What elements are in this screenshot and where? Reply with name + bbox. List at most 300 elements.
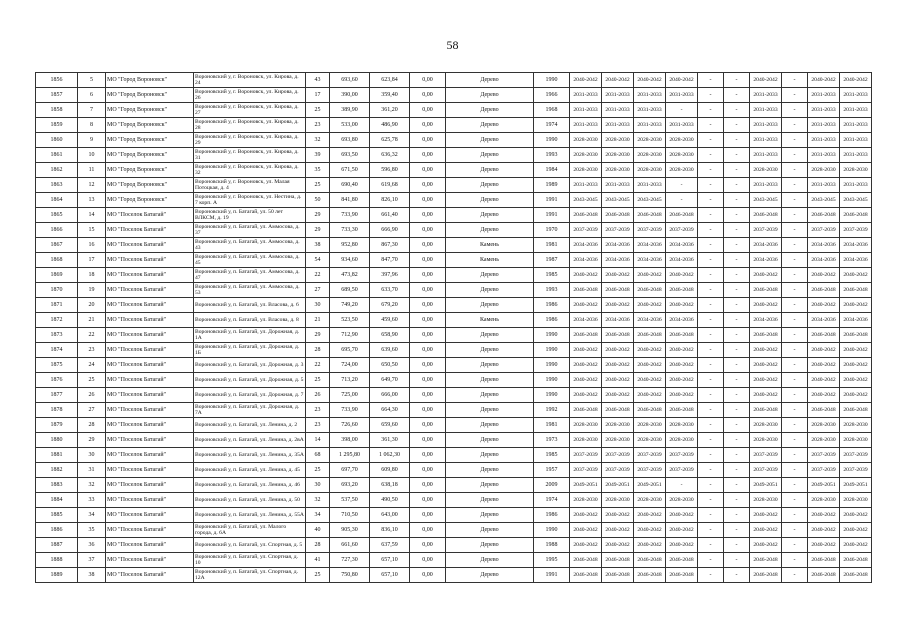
- cell-material: Дерево: [446, 538, 534, 553]
- cell-dash-2: -: [724, 463, 750, 478]
- cell-material: Дерево: [446, 463, 534, 478]
- cell-municipality: МО "Город Вороновск": [106, 133, 194, 148]
- cell-period-4: 2040-2042: [666, 268, 698, 283]
- cell-address: Вороновский у, п. Батагай, ул. Ленина, д. 2: [194, 418, 306, 433]
- cell-address: Вороновский у, п. Батагай, ул. Малого города, д. 6А: [194, 523, 306, 538]
- cell-period-1: 2040-2042: [570, 373, 602, 388]
- cell-dash-2: -: [724, 493, 750, 508]
- cell-dash-2: -: [724, 133, 750, 148]
- cell-dash-2: -: [724, 223, 750, 238]
- cell-period-6: 2040-2042: [808, 358, 840, 373]
- cell-period-2: 2040-2042: [602, 538, 634, 553]
- cell-row-number: 23: [78, 343, 106, 358]
- cell-municipality: МО "Поселок Батагай": [106, 313, 194, 328]
- cell-dash-1: -: [698, 523, 724, 538]
- table-row: [36, 403, 872, 418]
- cell-period-5: 2043-2045: [750, 193, 782, 208]
- cell-row-number: 11: [78, 163, 106, 178]
- cell-row-number: 36: [78, 538, 106, 553]
- cell-material: Дерево: [446, 523, 534, 538]
- cell-row-number: 10: [78, 148, 106, 163]
- cell-row-number: 17: [78, 253, 106, 268]
- cell-municipality: МО "Поселок Батагай": [106, 223, 194, 238]
- cell-period-5: 2046-2048: [750, 403, 782, 418]
- cell-period-1: 2040-2042: [570, 73, 602, 88]
- cell-period-7: 2031-2033: [840, 88, 872, 103]
- cell-period-4: 2046-2048: [666, 283, 698, 298]
- cell-municipality: МО "Поселок Батагай": [106, 298, 194, 313]
- cell-value: 0,00: [410, 433, 446, 448]
- cell-value: 0,00: [410, 373, 446, 388]
- housing-table: [35, 72, 872, 583]
- cell-period-5: 2040-2042: [750, 358, 782, 373]
- cell-area-living: 679,20: [370, 298, 410, 313]
- cell-period-4: -: [666, 478, 698, 493]
- cell-period-4: -: [666, 178, 698, 193]
- cell-row-id: 1886: [36, 523, 78, 538]
- cell-value: 0,00: [410, 463, 446, 478]
- cell-period-2: 2040-2042: [602, 373, 634, 388]
- cell-value: 0,00: [410, 73, 446, 88]
- cell-flats: 25: [306, 463, 330, 478]
- cell-municipality: МО "Город Вороновск": [106, 88, 194, 103]
- cell-row-id: 1861: [36, 148, 78, 163]
- cell-period-4: 2040-2042: [666, 508, 698, 523]
- cell-period-4: 2031-2033: [666, 118, 698, 133]
- cell-municipality: МО "Поселок Батагай": [106, 238, 194, 253]
- cell-row-id: 1880: [36, 433, 78, 448]
- table-row: [36, 103, 872, 118]
- cell-period-3: 2028-2030: [634, 418, 666, 433]
- cell-row-id: 1877: [36, 388, 78, 403]
- cell-period-1: 2037-2039: [570, 448, 602, 463]
- cell-period-2: 2046-2048: [602, 208, 634, 223]
- cell-period-7: 2031-2033: [840, 103, 872, 118]
- cell-dash-3: -: [782, 208, 808, 223]
- cell-municipality: МО "Поселок Батагай": [106, 478, 194, 493]
- cell-dash-3: -: [782, 118, 808, 133]
- cell-period-3: 2034-2036: [634, 238, 666, 253]
- cell-material: Дерево: [446, 223, 534, 238]
- cell-dash-2: -: [724, 448, 750, 463]
- cell-year: 1968: [534, 103, 570, 118]
- table-row: [36, 358, 872, 373]
- cell-area-living: 836,10: [370, 523, 410, 538]
- cell-material: Дерево: [446, 403, 534, 418]
- cell-dash-2: -: [724, 538, 750, 553]
- cell-period-5: 2031-2033: [750, 133, 782, 148]
- cell-period-2: 2046-2048: [602, 403, 634, 418]
- cell-period-4: 2034-2036: [666, 313, 698, 328]
- cell-period-7: 2034-2036: [840, 238, 872, 253]
- cell-period-5: 2028-2030: [750, 493, 782, 508]
- cell-period-6: 2043-2045: [808, 193, 840, 208]
- cell-dash-1: -: [698, 373, 724, 388]
- cell-value: 0,00: [410, 343, 446, 358]
- table-row: [36, 223, 872, 238]
- cell-address: Вороновский у, п. Батагай, ул. Дорожная, д. 7А: [194, 403, 306, 418]
- cell-material: Дерево: [446, 178, 534, 193]
- cell-period-3: 2040-2042: [634, 358, 666, 373]
- cell-period-3: 2040-2042: [634, 508, 666, 523]
- cell-period-4: 2046-2048: [666, 568, 698, 583]
- cell-address: Вороновский у, п. Батагай, ул. Дорожная, д. 1А: [194, 328, 306, 343]
- cell-dash-2: -: [724, 283, 750, 298]
- cell-row-id: 1865: [36, 208, 78, 223]
- cell-row-id: 1885: [36, 508, 78, 523]
- cell-dash-3: -: [782, 553, 808, 568]
- cell-material: Камень: [446, 238, 534, 253]
- cell-period-5: 2040-2042: [750, 298, 782, 313]
- cell-value: 0,00: [410, 223, 446, 238]
- cell-dash-3: -: [782, 448, 808, 463]
- cell-material: Дерево: [446, 568, 534, 583]
- cell-flats: 14: [306, 433, 330, 448]
- cell-area-total: 537,50: [330, 493, 370, 508]
- cell-flats: 28: [306, 538, 330, 553]
- cell-period-7: 2040-2042: [840, 373, 872, 388]
- cell-dash-2: -: [724, 103, 750, 118]
- cell-year: 1988: [534, 538, 570, 553]
- cell-flats: 21: [306, 313, 330, 328]
- cell-flats: 35: [306, 163, 330, 178]
- cell-row-number: 16: [78, 238, 106, 253]
- cell-period-2: 2046-2048: [602, 283, 634, 298]
- cell-dash-2: -: [724, 553, 750, 568]
- cell-dash-2: -: [724, 73, 750, 88]
- cell-year: 1995: [534, 553, 570, 568]
- cell-municipality: МО "Город Вороновск": [106, 73, 194, 88]
- cell-dash-1: -: [698, 298, 724, 313]
- cell-period-3: 2037-2039: [634, 463, 666, 478]
- cell-dash-3: -: [782, 193, 808, 208]
- cell-dash-3: -: [782, 433, 808, 448]
- cell-value: 0,00: [410, 193, 446, 208]
- cell-period-7: 2040-2042: [840, 523, 872, 538]
- cell-flats: 34: [306, 508, 330, 523]
- cell-period-5: 2040-2042: [750, 373, 782, 388]
- cell-period-5: 2046-2048: [750, 553, 782, 568]
- cell-period-5: 2040-2042: [750, 343, 782, 358]
- cell-period-4: -: [666, 103, 698, 118]
- cell-area-total: 398,00: [330, 433, 370, 448]
- cell-dash-3: -: [782, 508, 808, 523]
- cell-flats: 25: [306, 568, 330, 583]
- cell-period-3: 2049-2051: [634, 478, 666, 493]
- cell-period-6: 2040-2042: [808, 73, 840, 88]
- cell-dash-2: -: [724, 403, 750, 418]
- cell-dash-2: -: [724, 148, 750, 163]
- cell-dash-1: -: [698, 148, 724, 163]
- cell-year: 1970: [534, 223, 570, 238]
- cell-value: 0,00: [410, 118, 446, 133]
- cell-address: Вороновский у, г. Вороновск, ул. Кирова, д. 26: [194, 88, 306, 103]
- cell-dash-1: -: [698, 163, 724, 178]
- cell-dash-3: -: [782, 133, 808, 148]
- cell-period-4: 2028-2030: [666, 133, 698, 148]
- cell-period-2: 2031-2033: [602, 118, 634, 133]
- cell-period-5: 2046-2048: [750, 568, 782, 583]
- cell-dash-2: -: [724, 373, 750, 388]
- cell-area-total: 671,50: [330, 163, 370, 178]
- cell-year: 1990: [534, 373, 570, 388]
- cell-period-2: 2031-2033: [602, 178, 634, 193]
- cell-area-living: 664,30: [370, 403, 410, 418]
- cell-row-number: 9: [78, 133, 106, 148]
- cell-area-living: 1 062,30: [370, 448, 410, 463]
- cell-row-number: 20: [78, 298, 106, 313]
- cell-period-7: 2034-2036: [840, 313, 872, 328]
- cell-dash-1: -: [698, 553, 724, 568]
- cell-period-7: 2040-2042: [840, 73, 872, 88]
- cell-area-total: 934,60: [330, 253, 370, 268]
- cell-row-number: 19: [78, 283, 106, 298]
- cell-area-living: 847,70: [370, 253, 410, 268]
- cell-period-2: 2043-2045: [602, 193, 634, 208]
- cell-value: 0,00: [410, 163, 446, 178]
- cell-area-living: 867,30: [370, 238, 410, 253]
- cell-period-4: -: [666, 193, 698, 208]
- cell-area-total: 473,82: [330, 268, 370, 283]
- cell-municipality: МО "Поселок Батагай": [106, 538, 194, 553]
- cell-municipality: МО "Город Вороновск": [106, 178, 194, 193]
- cell-period-4: 2037-2039: [666, 463, 698, 478]
- cell-address: Вороновский у, п. Батагай, ул. Ленина, д. 50: [194, 493, 306, 508]
- cell-period-3: 2031-2033: [634, 103, 666, 118]
- cell-dash-2: -: [724, 388, 750, 403]
- cell-address: Вороновский у, г. Вороновск, ул. Малая Потоцкая, д. 4: [194, 178, 306, 193]
- cell-material: Дерево: [446, 268, 534, 283]
- cell-period-5: 2031-2033: [750, 118, 782, 133]
- cell-dash-1: -: [698, 463, 724, 478]
- table-row: [36, 208, 872, 223]
- cell-period-7: 2046-2048: [840, 208, 872, 223]
- cell-material: Дерево: [446, 88, 534, 103]
- cell-year: 1990: [534, 523, 570, 538]
- cell-area-total: 710,50: [330, 508, 370, 523]
- cell-row-number: 24: [78, 358, 106, 373]
- cell-municipality: МО "Город Вороновск": [106, 103, 194, 118]
- cell-period-7: 2040-2042: [840, 388, 872, 403]
- cell-year: 1986: [534, 313, 570, 328]
- cell-row-id: 1887: [36, 538, 78, 553]
- cell-year: 1991: [534, 568, 570, 583]
- cell-row-number: 6: [78, 88, 106, 103]
- cell-period-1: 2040-2042: [570, 343, 602, 358]
- cell-dash-3: -: [782, 223, 808, 238]
- cell-area-total: 661,60: [330, 538, 370, 553]
- cell-dash-2: -: [724, 238, 750, 253]
- cell-dash-3: -: [782, 328, 808, 343]
- cell-period-4: 2034-2036: [666, 238, 698, 253]
- cell-year: 1985: [534, 448, 570, 463]
- cell-material: Дерево: [446, 418, 534, 433]
- cell-period-3: 2028-2030: [634, 493, 666, 508]
- cell-period-7: 2046-2048: [840, 553, 872, 568]
- cell-material: Дерево: [446, 358, 534, 373]
- cell-address: Вороновский у, г. Вороновск, ул. Кирова, д. 27: [194, 103, 306, 118]
- cell-row-number: 29: [78, 433, 106, 448]
- cell-area-living: 596,80: [370, 163, 410, 178]
- cell-row-id: 1864: [36, 193, 78, 208]
- cell-address: Вороновский у, г. Вороновск, ул. Кирова, д. 28: [194, 118, 306, 133]
- cell-period-5: 2031-2033: [750, 103, 782, 118]
- cell-area-living: 826,10: [370, 193, 410, 208]
- cell-material: Дерево: [446, 478, 534, 493]
- cell-value: 0,00: [410, 328, 446, 343]
- cell-flats: 27: [306, 283, 330, 298]
- cell-row-number: 31: [78, 463, 106, 478]
- cell-material: Дерево: [446, 493, 534, 508]
- cell-material: Камень: [446, 313, 534, 328]
- cell-period-7: 2031-2033: [840, 148, 872, 163]
- cell-period-3: 2028-2030: [634, 133, 666, 148]
- cell-period-2: 2028-2030: [602, 133, 634, 148]
- cell-period-1: 2028-2030: [570, 148, 602, 163]
- cell-period-3: 2046-2048: [634, 553, 666, 568]
- cell-value: 0,00: [410, 478, 446, 493]
- cell-row-id: 1888: [36, 553, 78, 568]
- cell-period-1: 2037-2039: [570, 463, 602, 478]
- cell-flats: 32: [306, 133, 330, 148]
- table-row: [36, 463, 872, 478]
- cell-dash-3: -: [782, 298, 808, 313]
- cell-period-5: 2037-2039: [750, 448, 782, 463]
- cell-address: Вороновский у, г. Вороновск, ул. Кирова, д. 32: [194, 163, 306, 178]
- cell-municipality: МО "Поселок Батагай": [106, 268, 194, 283]
- cell-period-4: 2046-2048: [666, 328, 698, 343]
- cell-municipality: МО "Город Вороновск": [106, 118, 194, 133]
- cell-area-living: 643,00: [370, 508, 410, 523]
- cell-period-2: 2046-2048: [602, 328, 634, 343]
- cell-value: 0,00: [410, 448, 446, 463]
- cell-period-2: 2037-2039: [602, 448, 634, 463]
- cell-period-5: 2049-2051: [750, 478, 782, 493]
- table-row: [36, 88, 872, 103]
- cell-area-total: 733,30: [330, 223, 370, 238]
- table-body: [36, 73, 872, 583]
- cell-dash-1: -: [698, 403, 724, 418]
- cell-period-7: 2040-2042: [840, 508, 872, 523]
- cell-row-id: 1860: [36, 133, 78, 148]
- cell-row-number: 38: [78, 568, 106, 583]
- cell-row-id: 1869: [36, 268, 78, 283]
- cell-period-2: 2028-2030: [602, 148, 634, 163]
- cell-period-6: 2031-2033: [808, 118, 840, 133]
- cell-period-2: 2040-2042: [602, 358, 634, 373]
- cell-dash-2: -: [724, 418, 750, 433]
- cell-row-number: 7: [78, 103, 106, 118]
- cell-area-total: 733,90: [330, 403, 370, 418]
- cell-year: 2009: [534, 478, 570, 493]
- cell-period-2: 2037-2039: [602, 223, 634, 238]
- table-row: [36, 418, 872, 433]
- cell-dash-1: -: [698, 238, 724, 253]
- cell-address: Вороновский у, п. Батагай, ул. Дорожная, д. 3: [194, 358, 306, 373]
- cell-period-4: 2040-2042: [666, 523, 698, 538]
- cell-dash-2: -: [724, 523, 750, 538]
- cell-period-1: 2034-2036: [570, 253, 602, 268]
- cell-row-id: 1866: [36, 223, 78, 238]
- cell-area-total: 689,50: [330, 283, 370, 298]
- cell-year: 1957: [534, 463, 570, 478]
- cell-period-5: 2034-2036: [750, 238, 782, 253]
- cell-area-total: 905,30: [330, 523, 370, 538]
- cell-address: Вороновский у, п. Батагай, ул. Дорожная, д. 7: [194, 388, 306, 403]
- cell-municipality: МО "Поселок Батагай": [106, 253, 194, 268]
- cell-period-2: 2046-2048: [602, 568, 634, 583]
- cell-period-4: 2040-2042: [666, 538, 698, 553]
- cell-year: 1981: [534, 238, 570, 253]
- cell-area-total: 952,80: [330, 238, 370, 253]
- cell-address: Вороновский у, п. Батагай, ул. Аммосова, д. 45: [194, 253, 306, 268]
- cell-period-4: 2040-2042: [666, 343, 698, 358]
- cell-period-5: 2040-2042: [750, 538, 782, 553]
- cell-dash-1: -: [698, 103, 724, 118]
- cell-dash-2: -: [724, 208, 750, 223]
- cell-area-living: 633,70: [370, 283, 410, 298]
- cell-period-4: 2040-2042: [666, 388, 698, 403]
- cell-row-number: 28: [78, 418, 106, 433]
- cell-flats: 22: [306, 268, 330, 283]
- cell-period-7: 2040-2042: [840, 343, 872, 358]
- cell-dash-2: -: [724, 508, 750, 523]
- cell-area-total: 697,70: [330, 463, 370, 478]
- cell-dash-3: -: [782, 313, 808, 328]
- cell-value: 0,00: [410, 418, 446, 433]
- cell-dash-2: -: [724, 163, 750, 178]
- cell-municipality: МО "Город Вороновск": [106, 193, 194, 208]
- cell-period-4: 2028-2030: [666, 163, 698, 178]
- cell-period-7: 2028-2030: [840, 433, 872, 448]
- cell-area-total: 725,00: [330, 388, 370, 403]
- table-row: [36, 133, 872, 148]
- cell-material: Дерево: [446, 298, 534, 313]
- cell-row-id: 1863: [36, 178, 78, 193]
- cell-period-6: 2046-2048: [808, 328, 840, 343]
- cell-dash-2: -: [724, 313, 750, 328]
- cell-period-3: 2028-2030: [634, 148, 666, 163]
- cell-period-1: 2028-2030: [570, 418, 602, 433]
- cell-dash-3: -: [782, 403, 808, 418]
- cell-row-id: 1879: [36, 418, 78, 433]
- cell-period-5: 2028-2030: [750, 433, 782, 448]
- cell-year: 1991: [534, 208, 570, 223]
- cell-period-6: 2040-2042: [808, 298, 840, 313]
- table-row: [36, 298, 872, 313]
- cell-flats: 30: [306, 478, 330, 493]
- cell-period-1: 2040-2042: [570, 523, 602, 538]
- cell-period-6: 2040-2042: [808, 388, 840, 403]
- cell-value: 0,00: [410, 133, 446, 148]
- cell-year: 1981: [534, 418, 570, 433]
- cell-period-1: 2046-2048: [570, 568, 602, 583]
- cell-dash-3: -: [782, 538, 808, 553]
- cell-row-number: 34: [78, 508, 106, 523]
- cell-flats: 29: [306, 223, 330, 238]
- cell-flats: 54: [306, 253, 330, 268]
- cell-dash-1: -: [698, 418, 724, 433]
- cell-period-6: 2031-2033: [808, 148, 840, 163]
- cell-period-5: 2031-2033: [750, 178, 782, 193]
- cell-period-5: 2034-2036: [750, 253, 782, 268]
- cell-period-1: 2040-2042: [570, 388, 602, 403]
- table-row: [36, 478, 872, 493]
- cell-flats: 41: [306, 553, 330, 568]
- cell-period-6: 2031-2033: [808, 88, 840, 103]
- cell-dash-3: -: [782, 478, 808, 493]
- cell-period-6: 2034-2036: [808, 253, 840, 268]
